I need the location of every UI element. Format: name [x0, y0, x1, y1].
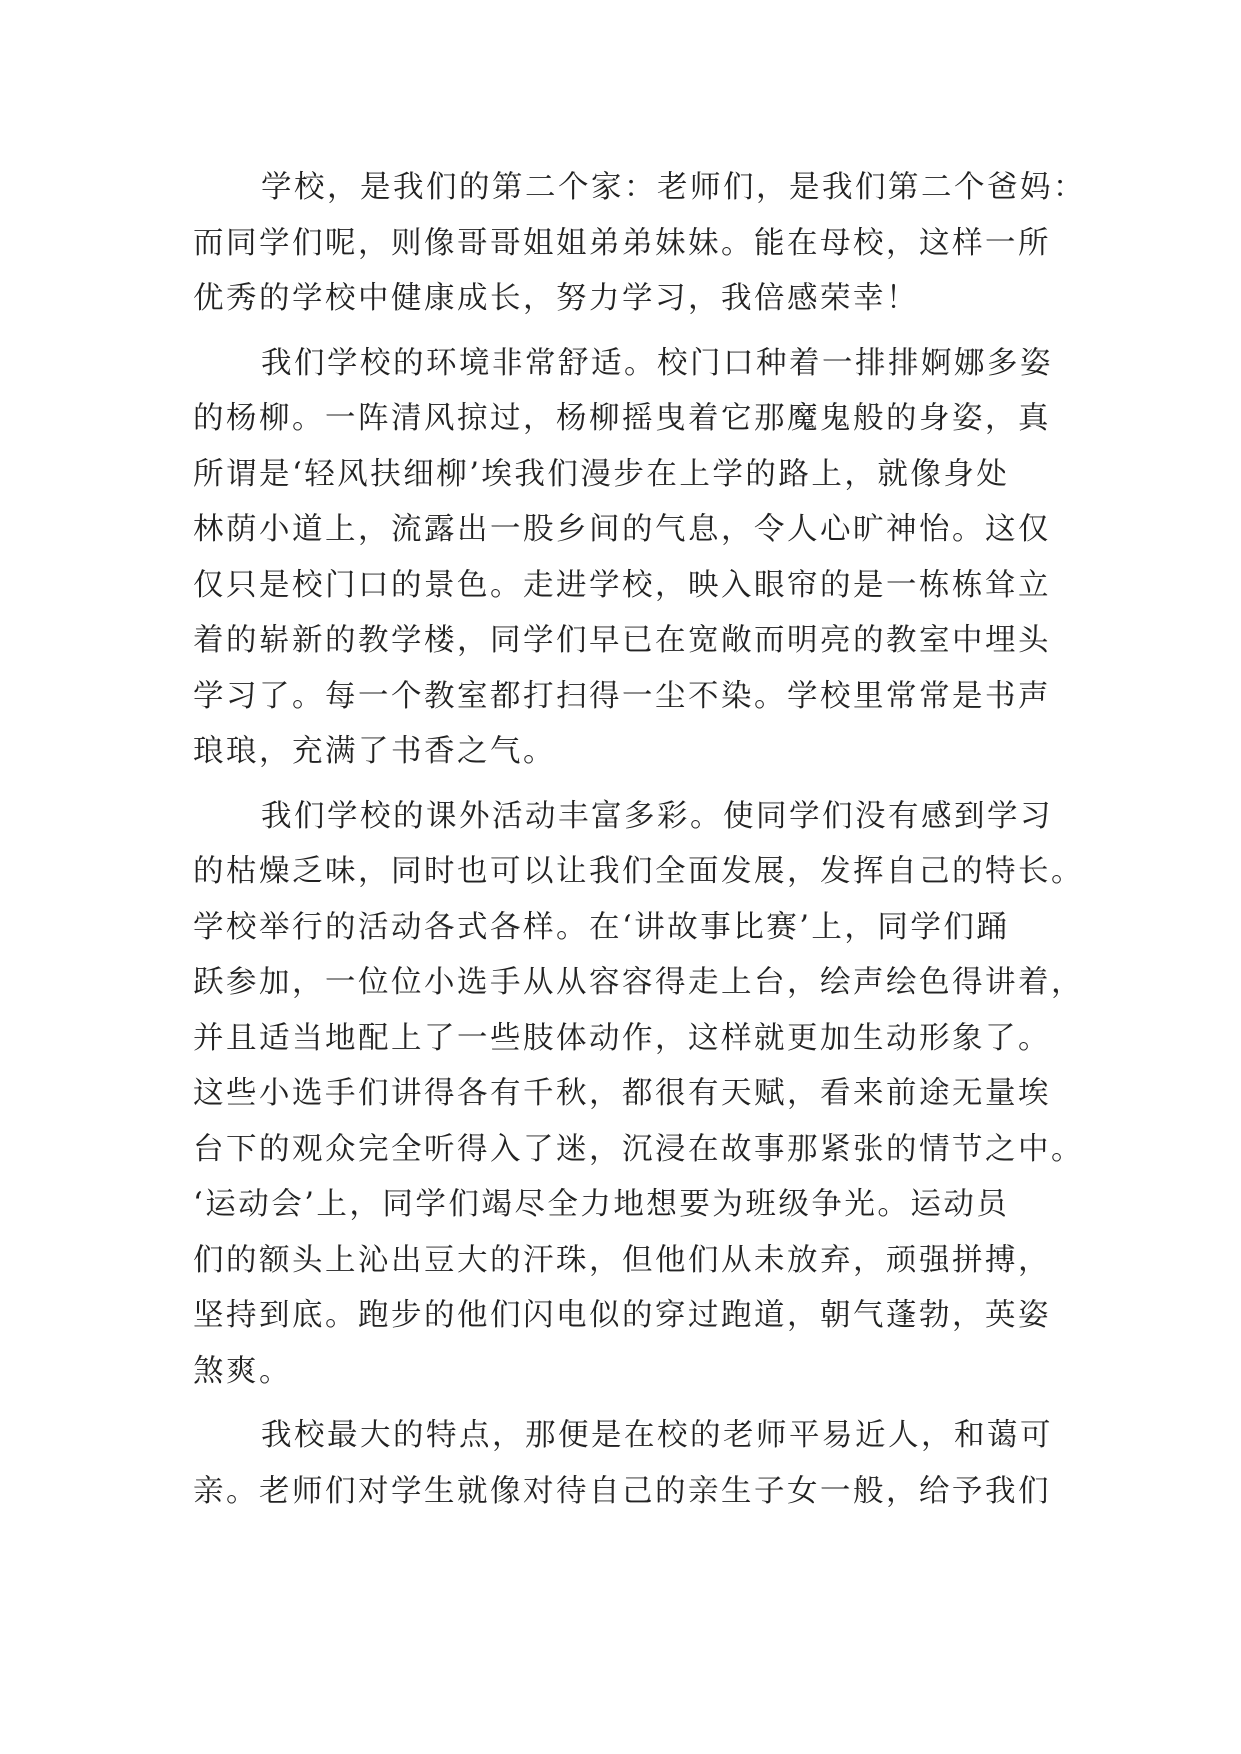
- text-line: 琅琅，充满了书香之气。: [193, 734, 556, 769]
- text-line: 坚持到底。跑步的他们闪电似的穿过跑道，朝气蓬勃，英姿: [193, 1298, 1051, 1333]
- text-line: 并且适当地配上了一些肢体动作，这样就更加生动形象了。: [193, 1020, 1051, 1056]
- text-line: 我校最大的特点，那便是在校的老师平易近人，和蔼可: [261, 1418, 1053, 1453]
- text-line: 学习了。每一个教室都打扫得一尘不染。学校里常常是书声: [193, 678, 1051, 714]
- paragraph-3: [193, 789, 1084, 1400]
- text-line: 而同学们呢，则像哥哥姐姐弟弟妹妹。能在母校，这样一所: [193, 225, 1051, 261]
- paragraph-4: [193, 1408, 1073, 1519]
- text-line: ‘运动会’上，同学们竭尽全力地想要为班级争光。运动员: [193, 1187, 1010, 1222]
- text-line: 的杨柳。一阵清风掠过，杨柳摇曳着它那魔鬼般的身姿，真: [193, 401, 1051, 436]
- text-line: 台下的观众完全听得入了迷，沉浸在故事那紧张的情节之中。: [193, 1131, 1084, 1167]
- text-line: 所谓是‘轻风扶细柳’埃我们漫步在上学的路上，就像身处: [193, 456, 1010, 492]
- text-line: 我们学校的环境非常舒适。校门口种着一排排婀娜多姿: [261, 345, 1053, 381]
- paragraph-1: [193, 160, 1086, 327]
- text-line: 我们学校的课外活动丰富多彩。使同学们没有感到学习: [261, 798, 1053, 834]
- text-line: 们的额头上沁出豆大的汗珠，但他们从未放弃，顽强拼搏，: [193, 1242, 1051, 1278]
- text-line: 亲。老师们对学生就像对待自己的亲生子女一般，给予我们: [193, 1473, 1051, 1509]
- text-line: 跃参加，一位位小选手从从容容得走上台，绘声绘色得讲着，: [193, 965, 1084, 1000]
- document-body: [193, 160, 1086, 1528]
- text-line: 着的崭新的教学楼，同学们早已在宽敞而明亮的教室中埋头: [193, 623, 1051, 658]
- text-line: 优秀的学校中健康成长，努力学习，我倍感荣幸！: [193, 281, 919, 316]
- text-line: 学校，是我们的第二个家：老师们，是我们第二个爸妈：: [261, 170, 1086, 205]
- text-line: 仅只是校门口的景色。走进学校，映入眼帘的是一栋栋耸立: [193, 567, 1051, 603]
- text-line: 这些小选手们讲得各有千秋，都很有天赋，看来前途无量埃: [193, 1076, 1051, 1111]
- text-line: 煞爽。: [193, 1353, 292, 1389]
- text-line: 的枯燥乏味，同时也可以让我们全面发展，发挥自己的特长。: [193, 854, 1084, 889]
- paragraph-2: [193, 336, 1073, 780]
- text-line: 林荫小道上，流露出一股乡间的气息，令人心旷神怡。这仅: [193, 512, 1051, 547]
- text-line: 学校举行的活动各式各样。在‘讲故事比赛’上，同学们踊: [193, 909, 1010, 945]
